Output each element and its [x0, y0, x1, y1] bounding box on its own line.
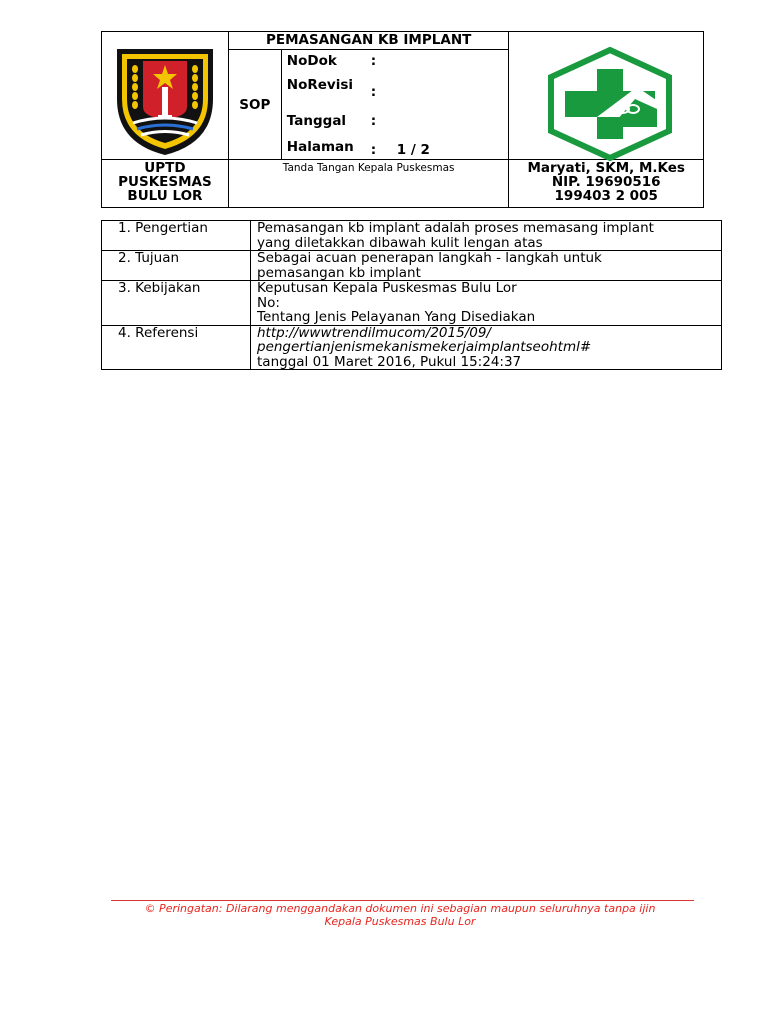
section-label: 3. Kebijakan [102, 281, 251, 326]
section-label: 2. Tujuan [102, 251, 251, 281]
section-body [251, 251, 722, 281]
reference-link[interactable]: http://wwwtrendilmucom/2015/09/ [257, 324, 491, 341]
section-label: 4. Referensi [102, 325, 251, 370]
section-line: No: [257, 294, 280, 311]
meta-colon: : [370, 84, 377, 100]
org-line: PUSKESMAS [118, 174, 212, 190]
section-line: Sebagai acuan penerapan langkah - langkah untuk [257, 250, 602, 266]
section-label: 1. Pengertian [102, 221, 251, 251]
section-line: Pemasangan kb implant adalah proses memasang implant [257, 220, 654, 236]
sop-label: SOP [228, 50, 281, 160]
section-body [251, 281, 722, 326]
section-line: yang diletakkan dibawah kulit lengan atas [257, 234, 543, 251]
meta-key: NoDok [286, 53, 337, 69]
meta-key: NoRevisi [286, 77, 354, 93]
meta-colon: : [370, 142, 377, 158]
table-row [102, 281, 722, 326]
head-nip: NIP. 19690516 [551, 174, 661, 190]
table-row [102, 325, 722, 370]
section-line: Keputusan Kepala Puskesmas Bulu Lor [257, 280, 517, 296]
head-nip: 199403 2 005 [554, 188, 658, 204]
regional-emblem-cell [102, 32, 229, 160]
meta-nodok [287, 55, 509, 78]
section-line: Tentang Jenis Pelayanan Yang Disediakan [257, 309, 536, 325]
head-name: Maryati, SKM, M.Kes [527, 160, 685, 176]
sop-header [101, 31, 704, 208]
reference-link[interactable]: pengertianjenismekanismekerjaimplantseohtml# [257, 339, 592, 355]
signature-caption: Tanda Tangan Kepala Puskesmas [228, 160, 509, 208]
regional-emblem-icon [113, 47, 217, 157]
footer-divider [111, 900, 694, 901]
warning-line: © Peringatan: Dilarang menggandakan dokumen ini sebagian maupun seluruhnya tanpa ijin [144, 902, 656, 915]
table-row [102, 251, 722, 281]
meta-halaman [287, 141, 509, 157]
meta-value: 1 / 2 [396, 142, 430, 158]
document-meta [281, 50, 509, 160]
org-line: UPTD [144, 160, 186, 176]
sop-content-table [101, 220, 722, 370]
table-row [102, 221, 722, 251]
head-of-puskesmas [509, 160, 704, 208]
org-line: BULU LOR [127, 188, 203, 204]
organization-name [102, 160, 229, 208]
meta-key: Tanggal [286, 113, 347, 129]
copyright-warning [100, 902, 700, 928]
section-body [251, 325, 722, 370]
warning-line: Kepala Puskesmas Bulu Lor [324, 915, 476, 928]
section-body [251, 221, 722, 251]
meta-key: Halaman [286, 139, 354, 155]
section-line: tanggal 01 Maret 2016, Pukul 15:24:37 [257, 353, 522, 370]
meta-colon: : [370, 53, 377, 69]
section-line: pemasangan kb implant [257, 264, 421, 281]
puskesmas-logo-cell [509, 32, 704, 160]
meta-colon: : [370, 113, 377, 129]
puskesmas-logo-icon [547, 47, 673, 161]
document-title: PEMASANGAN KB IMPLANT [228, 32, 509, 50]
meta-norevisi [287, 78, 509, 110]
meta-tanggal [287, 110, 509, 141]
